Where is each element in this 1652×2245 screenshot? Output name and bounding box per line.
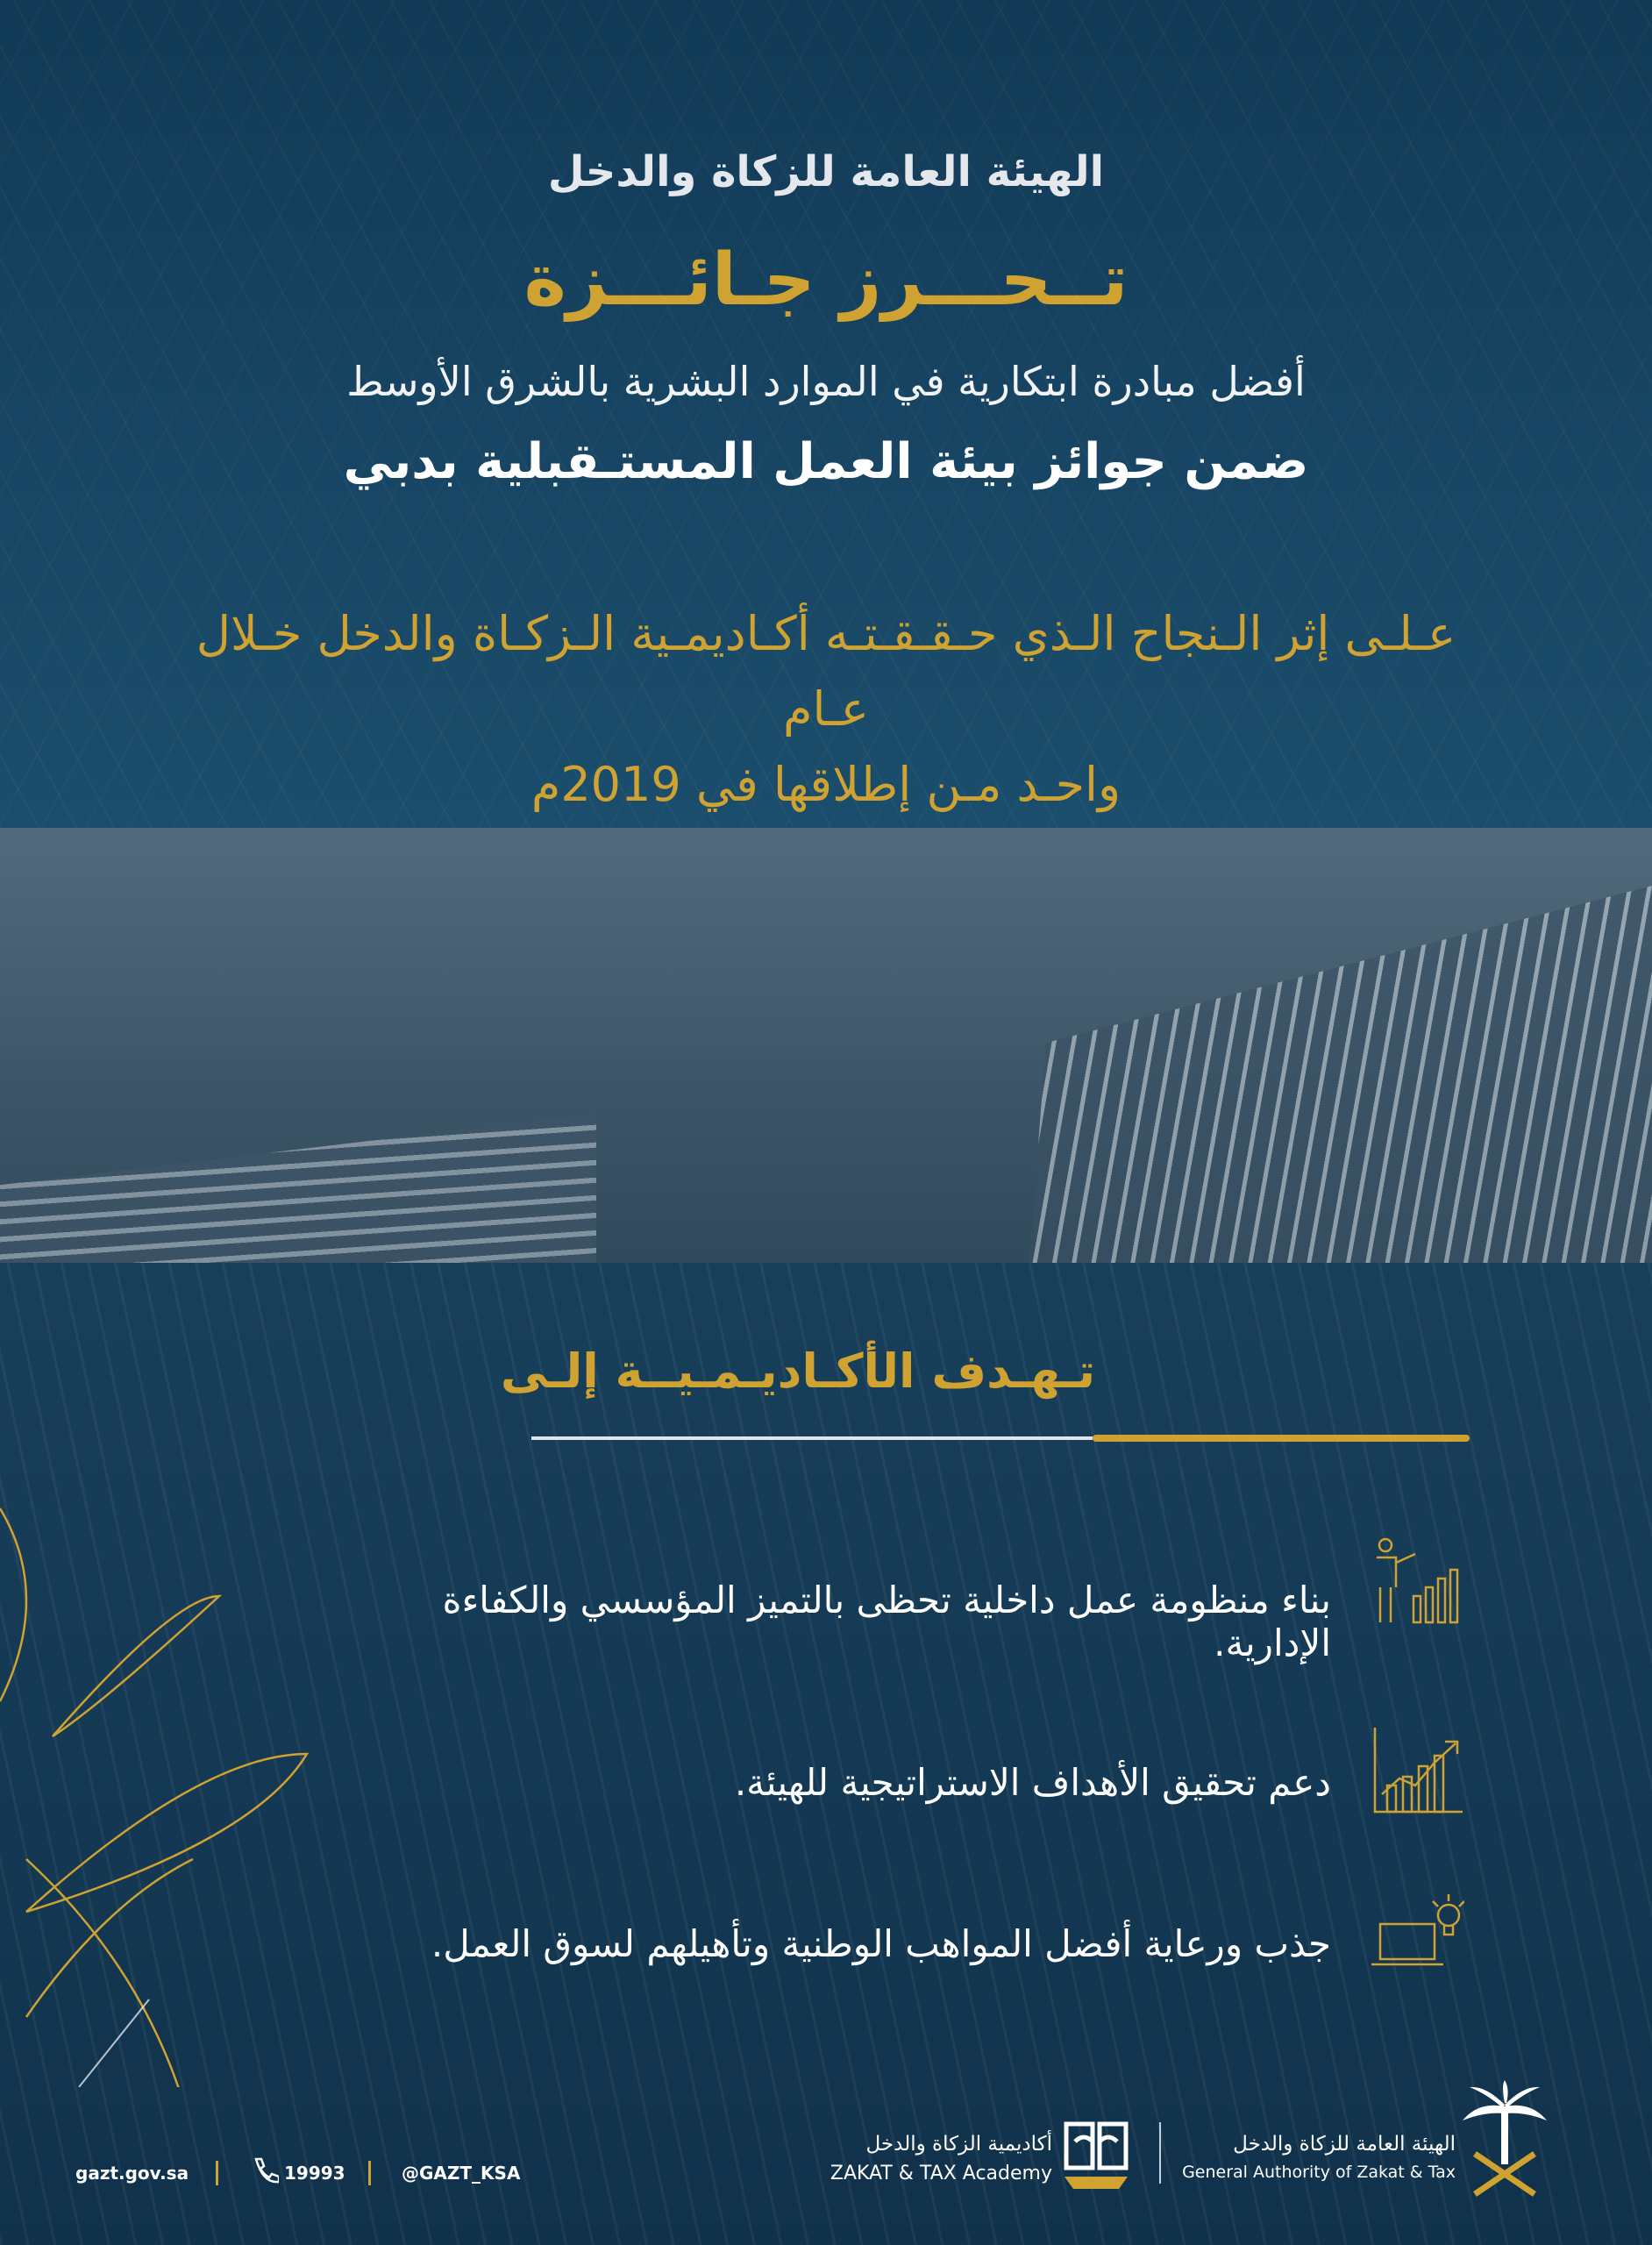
goal-item-2: دعم تحقيق الأهداف الاستراتيجية للهيئة.: [734, 1761, 1331, 1804]
academy-name-en: ZAKAT & TAX Academy: [830, 2163, 1052, 2184]
logo-separator: [1159, 2122, 1161, 2184]
website-link[interactable]: gazt.gov.sa: [75, 2163, 189, 2184]
footer-divider: [216, 2161, 218, 2185]
academy-name-ar: أكاديمية الزكاة والدخل: [865, 2133, 1052, 2156]
gazt-palm-logo-icon: [1459, 2080, 1550, 2201]
org-title: الهيئة العامة للزكاة والدخل: [547, 147, 1105, 196]
phone-icon: [249, 2156, 279, 2185]
intro-line-2: واحـد مـن إطلاقها في 2019م: [530, 757, 1122, 812]
academy-logo-icon: [1061, 2115, 1131, 2194]
goal-item-3: جذب ورعاية أفضل المواهب الوطنية وتأهيلهم لسوق العمل.: [431, 1922, 1331, 1965]
award-line-2: ضمن جوائز بيئة العمل المستـقبلية بدبي: [343, 433, 1309, 490]
phone-number[interactable]: 19993: [284, 2163, 345, 2184]
gazt-name-ar: الهيئة العامة للزكاة والدخل: [1233, 2133, 1456, 2156]
intro-paragraph: [158, 596, 1494, 823]
laptop-idea-icon: [1368, 1885, 1464, 1982]
social-handle[interactable]: @GAZT_KSA: [402, 2163, 521, 2184]
decorative-arcs-icon: [0, 1491, 333, 2087]
divider-accent: [1093, 1435, 1470, 1442]
gazt-name-en: General Authority of Zakat & Tax: [1182, 2163, 1456, 2182]
divider-line: [531, 1436, 1093, 1440]
goals-title: تـهـدف الأكـاديـمـيــة إلـى: [500, 1343, 1096, 1399]
intro-line-1: عـلـى إثر الـنجاح الـذي حـقـقـتـه أكـاديمـية الـزكـاة والدخل خـلال عـام: [196, 606, 1456, 737]
growth-chart-icon: [1370, 1724, 1466, 1821]
footer-divider: [368, 2161, 371, 2185]
goal-item-1: بناء منظومة عمل داخلية تحظى بالتميز المؤسسي والكفاءة الإدارية.: [442, 1579, 1331, 1664]
award-line-1: أفضل مبادرة ابتكارية في الموارد البشرية بالشرق الأوسط: [346, 358, 1306, 405]
presenter-chart-icon: [1368, 1533, 1464, 1629]
award-heading: تــحـــرز جـائـــزة: [523, 239, 1129, 322]
